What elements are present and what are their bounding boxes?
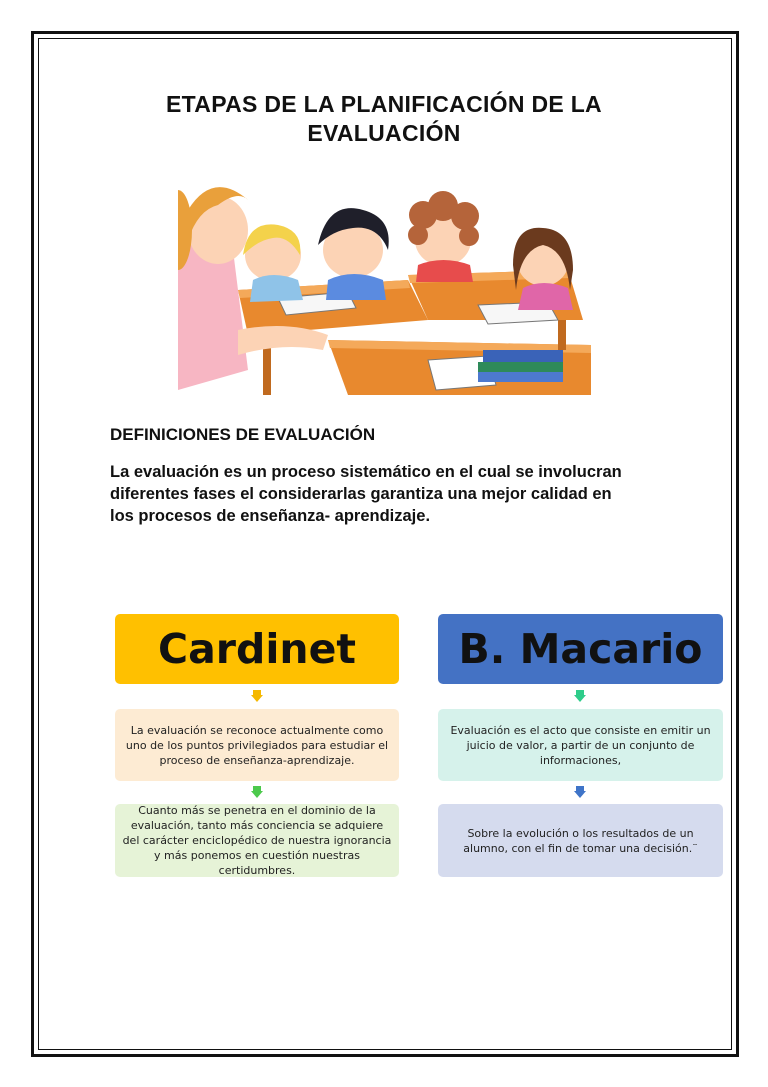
down-arrow-icon [251, 690, 263, 702]
macario-definition-card: Evaluación es el acto que consiste en emitir un juicio de valor, a partir de un conjunto de informaciones, [438, 709, 723, 781]
definition-line-3: los procesos de enseñanza- aprendizaje. [110, 507, 431, 525]
down-arrow-icon [574, 786, 586, 798]
macario-header: B. Macario [438, 614, 723, 684]
cardinet-definition-card: La evaluación se reconoce actualmente como uno de los puntos privilegiados para estudiar el proceso de enseñanza-aprendizaje. [115, 709, 399, 781]
definition-line-1: La evaluación es un proceso sistemático en el cual se involucran [110, 463, 622, 481]
definition-line-2: diferentes fases el considerarlas garantiza una mejor calidad en [110, 485, 612, 503]
page-title [100, 90, 668, 148]
section-heading: DEFINICIONES DE EVALUACIÓN [110, 425, 376, 444]
classroom-children-illustration [178, 170, 591, 410]
down-arrow-icon [574, 690, 586, 702]
cardinet-quote-card: Cuanto más se penetra en el dominio de la evaluación, tanto más conciencia se adquiere del carácter enciclopédico de nuestra ignorancia y más ponemos en cuestión nuestras certidumbres. [115, 804, 399, 877]
title-line-1: ETAPAS DE LA PLANIFICACIÓN DE LA [166, 91, 602, 117]
title-line-2: EVALUACIÓN [307, 120, 461, 146]
cardinet-header: Cardinet [115, 614, 399, 684]
down-arrow-icon [251, 786, 263, 798]
definition-paragraph [110, 461, 670, 527]
macario-decision-card: Sobre la evolución o los resultados de un alumno, con el fin de tomar una decisión.¨ [438, 804, 723, 877]
